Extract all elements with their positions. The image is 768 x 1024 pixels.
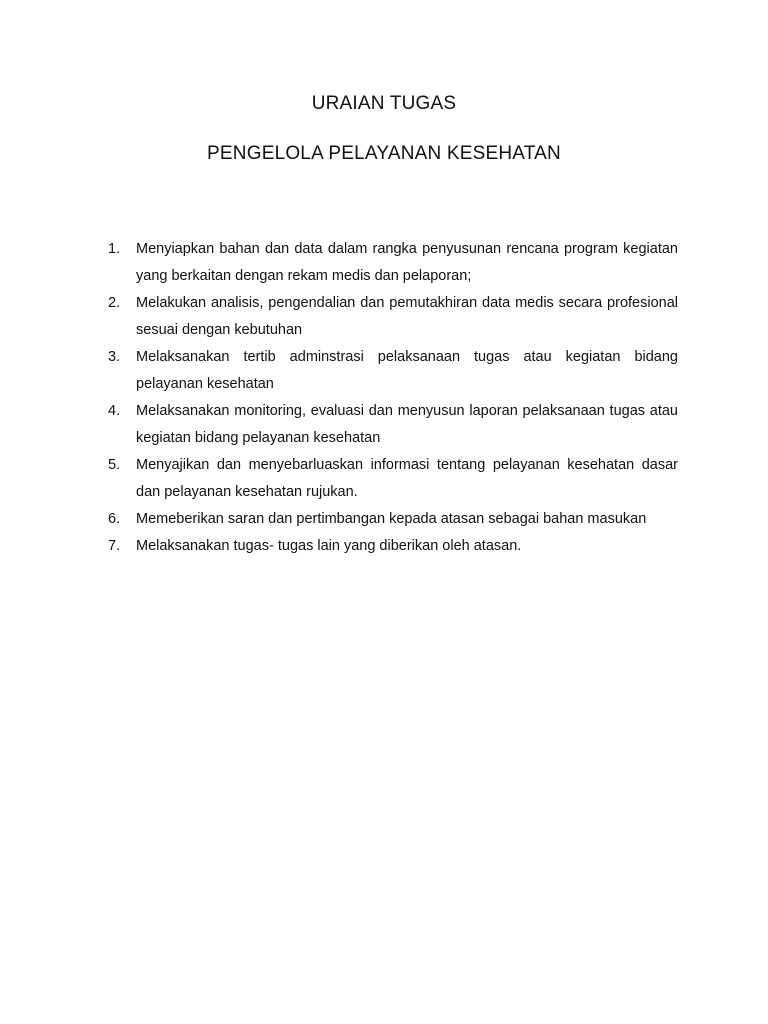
list-item-number: 7. (108, 538, 121, 554)
list-item-text: Melaksanakan tertib adminstrasi pelaksanaan tugas atau kegiatan bidang pelayanan kesehatan (136, 349, 678, 392)
list-item (108, 452, 678, 506)
list-item (108, 344, 678, 398)
list-item-number: 6. (108, 511, 121, 527)
list-item-text: Menyajikan dan menyebarluaskan informasi tentang pelayanan kesehatan dasar dan pelayanan kesehatan rujukan. (136, 457, 678, 500)
list-item-number: 5. (108, 457, 121, 473)
document-title: URAIAN TUGAS (311, 93, 457, 114)
list-item-text: Memeberikan saran dan pertimbangan kepada atasan sebagai bahan masukan (136, 511, 647, 527)
list-item-text: Melaksanakan tugas- tugas lain yang diberikan oleh atasan. (136, 538, 522, 554)
task-list (108, 236, 678, 560)
list-item-text: Menyiapkan bahan dan data dalam rangka penyusunan rencana program kegiatan yang berkaitan dengan rekam medis dan pelaporan; (136, 241, 678, 284)
list-item (108, 398, 678, 452)
list-item-number: 2. (108, 295, 121, 311)
list-item-number: 4. (108, 403, 121, 419)
document-subtitle: PENGELOLA PELAYANAN KESEHATAN (207, 143, 561, 164)
list-item (108, 290, 678, 344)
list-item (108, 533, 678, 560)
list-item-number: 3. (108, 349, 121, 365)
list-item (108, 506, 678, 533)
list-item-number: 1. (108, 241, 121, 257)
list-item (108, 236, 678, 290)
list-item-text: Melakukan analisis, pengendalian dan pemutakhiran data medis secara profesional sesuai dengan kebutuhan (136, 295, 678, 338)
list-item-text: Melaksanakan monitoring, evaluasi dan menyusun laporan pelaksanaan tugas atau kegiatan bidang pelayanan kesehatan (136, 403, 678, 446)
